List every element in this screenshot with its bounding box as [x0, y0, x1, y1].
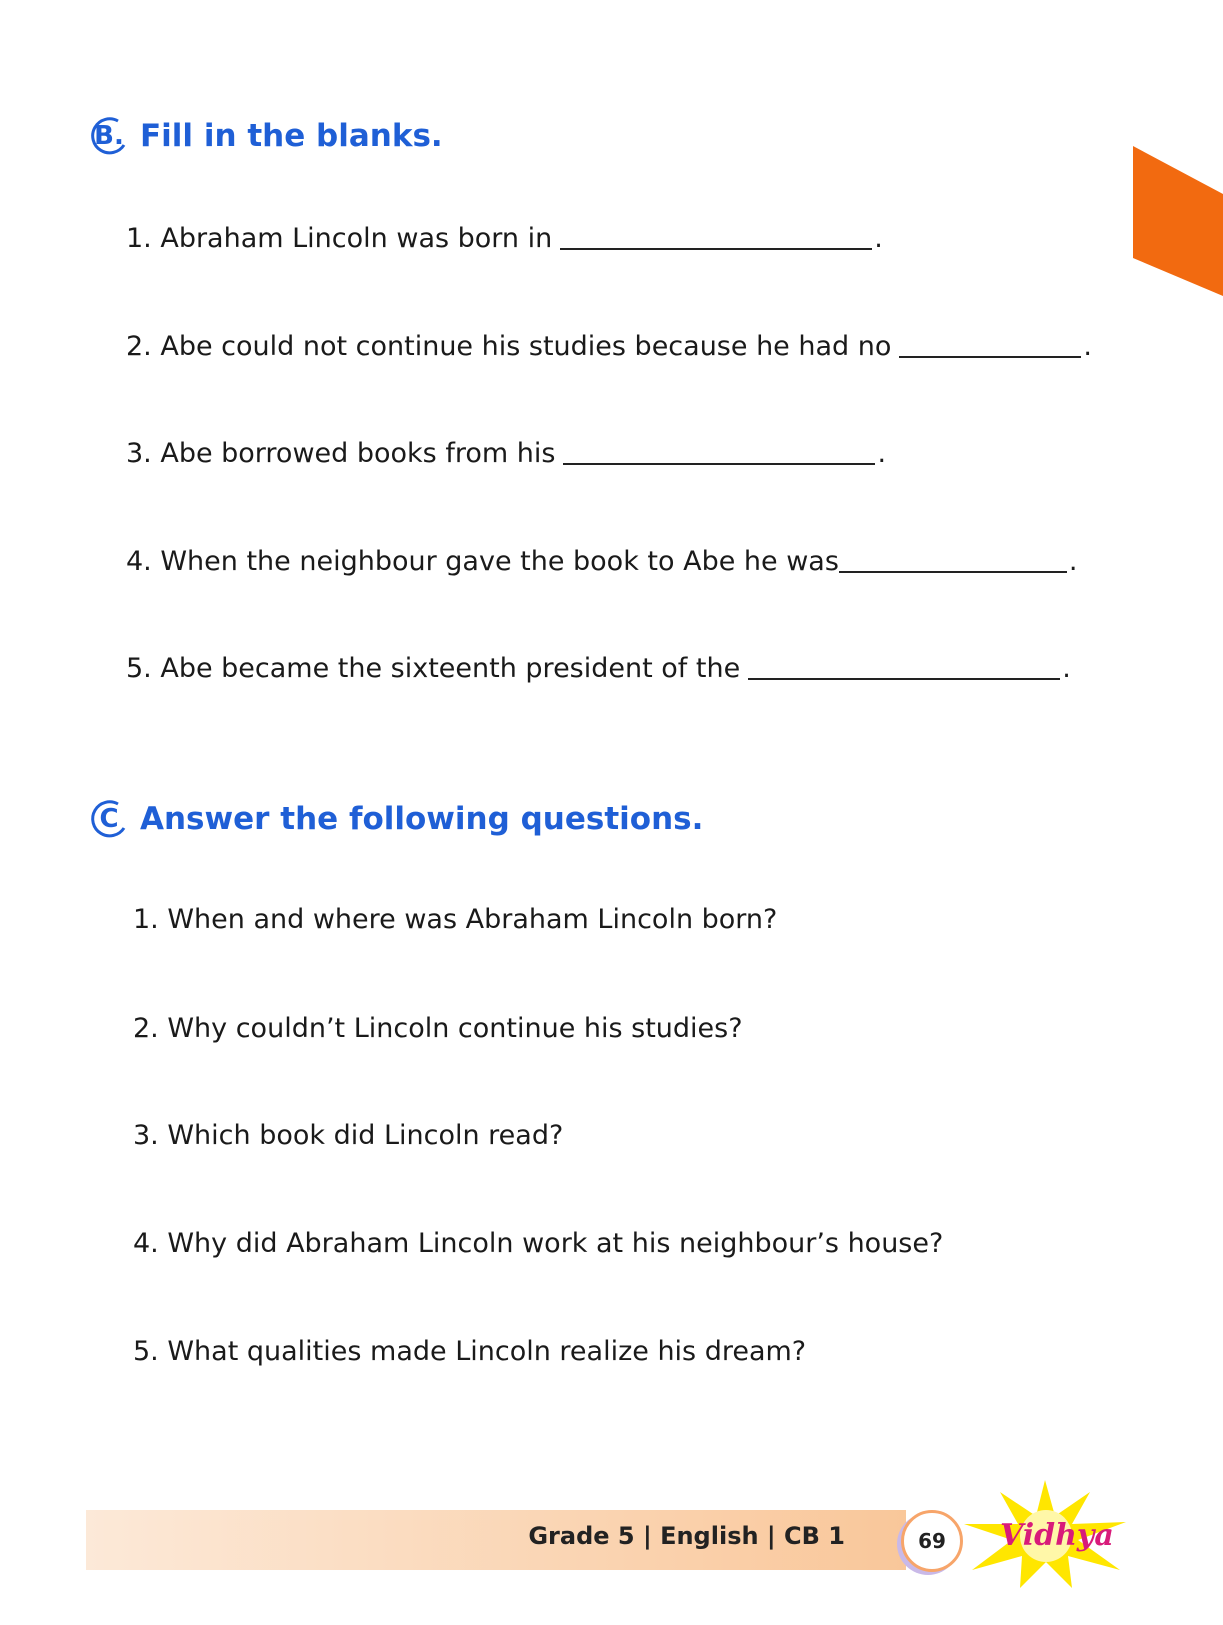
section-c-badge — [88, 798, 130, 840]
question-item-4: 4. Why did Abraham Lincoln work at his neighbour’s house? — [133, 1228, 944, 1259]
blank-line[interactable] — [748, 652, 1060, 680]
section-b-heading — [88, 115, 443, 157]
blank-line[interactable] — [899, 330, 1081, 358]
corner-tab-decoration — [1133, 146, 1223, 296]
fill-blank-text: 3. Abe borrowed books from his — [126, 438, 556, 469]
fill-blank-text: 2. Abe could not continue his studies because he had no — [126, 331, 892, 362]
fill-blank-text: 4. When the neighbour gave the book to Abe he was — [126, 546, 839, 577]
fill-blank-text: 5. Abe became the sixteenth president of the — [126, 653, 741, 684]
fill-blank-item-4 — [126, 545, 1078, 577]
page-number: 69 — [901, 1510, 963, 1572]
section-b-title: Fill in the blanks. — [140, 118, 443, 154]
fill-blank-text: 1. Abraham Lincoln was born in — [126, 223, 553, 254]
question-item-1: 1. When and where was Abraham Lincoln born? — [133, 904, 778, 935]
blank-line[interactable] — [839, 545, 1067, 573]
section-b-badge-letter: B. — [94, 121, 124, 151]
question-item-5: 5. What qualities made Lincoln realize his dream? — [133, 1336, 807, 1367]
fill-blank-item-1 — [126, 222, 883, 254]
section-b-badge — [88, 115, 130, 157]
fill-blank-item-5 — [126, 652, 1071, 684]
footer-label: Grade 5 | English | CB 1 — [528, 1522, 845, 1550]
section-c-heading — [88, 798, 703, 840]
question-item-2: 2. Why couldn’t Lincoln continue his studies? — [133, 1013, 743, 1044]
blank-line[interactable] — [560, 222, 872, 250]
logo-text: Vidhya — [1000, 1518, 1114, 1553]
fill-blank-item-3 — [126, 437, 886, 469]
question-item-3: 3. Which book did Lincoln read? — [133, 1120, 564, 1151]
fill-blank-item-2 — [126, 330, 1092, 362]
fill-blank-end: . — [1062, 653, 1071, 684]
fill-blank-end: . — [877, 438, 887, 469]
blank-line[interactable] — [563, 437, 875, 465]
fill-blank-end: . — [1068, 546, 1078, 577]
fill-blank-end: . — [1083, 331, 1092, 362]
section-c-badge-letter: C — [99, 804, 119, 834]
fill-blank-end: . — [874, 223, 883, 254]
section-c-title: Answer the following questions. — [140, 801, 704, 837]
